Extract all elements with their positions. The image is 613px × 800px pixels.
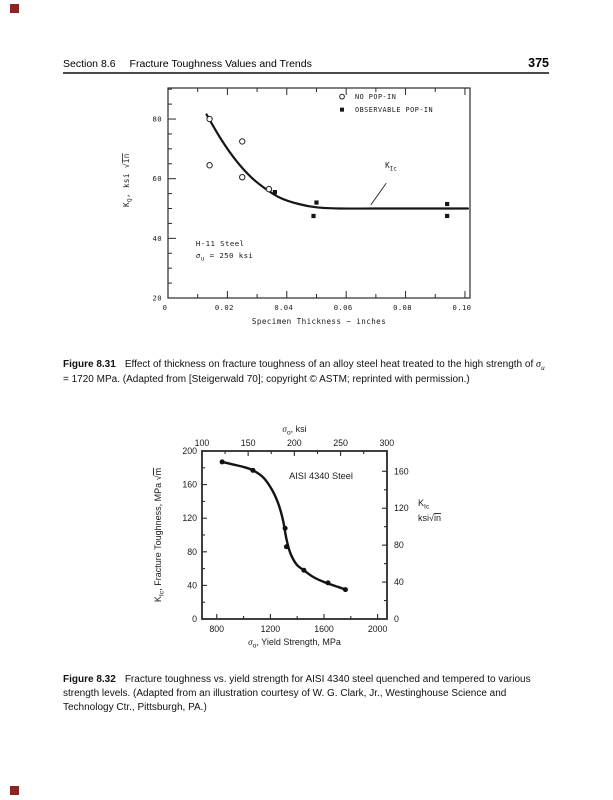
fig831-ytick-label: 40: [152, 233, 162, 243]
svg-text:KIc: $K_{Ic}$: [385, 161, 397, 173]
fig831-ytick-label: 20: [152, 293, 162, 303]
fig832-ytick-right-label: 160: [394, 466, 409, 477]
fig832-xtick-bottom-label: 1600: [314, 624, 334, 634]
section-title: Fracture Toughness Values and Trends: [129, 58, 312, 70]
fig831-xaxis-label: Specimen Thickness ~ inches: [251, 317, 387, 326]
fig832-right-axis-title: [418, 498, 441, 523]
fig831-xtick-label: 0.10: [452, 303, 472, 312]
fig831-xtick-label: 0.02: [214, 303, 234, 312]
fig832-steel-label: AISI 4340 Steel: [289, 471, 353, 481]
figure-8-32-caption-text: Fracture toughness vs. yield strength for AISI 4340 steel quenched and tempered to various strength levels. (Adapted from an illustration courtesy of W. G. Clark, Jr., Westinghouse Science and Technology Ctr., Pittsburgh, PA.): [63, 674, 531, 713]
fig831-curve: [207, 115, 468, 209]
fig831-point-no-pop-in: [240, 139, 245, 144]
fig832-ytick-left-label: 40: [187, 580, 197, 591]
figure-8-32-caption: [63, 673, 552, 714]
fig832-ytick-right-label: 120: [394, 503, 409, 514]
fig831-point-observable-pop-in: [311, 214, 315, 218]
fig832-xtick-top-label: 150: [240, 438, 256, 448]
running-header: [63, 56, 549, 70]
fig832-curve: [222, 462, 345, 590]
fig831-point-no-pop-in: [207, 163, 212, 168]
header-left: [63, 58, 312, 70]
figure-8-31-chart: [105, 82, 515, 349]
figure-8-32-chart: [140, 418, 480, 663]
fig832-xtick-bottom-label: 1200: [260, 624, 281, 634]
fig831-steel-note-line1: H-11 Steel: [195, 238, 245, 248]
fig832-left-axis-title: [153, 468, 166, 602]
fig831-point-no-pop-in: [207, 116, 212, 121]
fig832-bottom-axis-title: $\sigma_o$, Yield Strength, MPa: [248, 637, 341, 650]
figure-8-31-caption-text-a: Effect of thickness on fracture toughness of an alloy steel heat treated to the high strength of: [124, 359, 536, 370]
sigma-u-subscript: u: [540, 363, 545, 372]
fig831-steel-note: [196, 239, 253, 262]
svg-text:ksi√in: ksi√in: [418, 513, 441, 523]
fig832-ytick-left-label: 80: [187, 546, 197, 557]
fig832-data-point: [326, 580, 331, 585]
svg-text:KQ, ksi √in: $K_Q$, ksi √in: [122, 153, 134, 207]
svg-text:KIc, Fracture Toughness, MPa √: $K_{Ic}$, Fracture Toughness, MPa √m: [153, 467, 166, 603]
fig831-legend-label: NO POP-IN: [355, 93, 397, 102]
fig832-xtick-top-label: 200: [287, 438, 302, 448]
fig831-xtick-label: 0.04: [274, 303, 294, 312]
fig832-xtick-top-label: 250: [333, 438, 348, 448]
fig832-data-point: [343, 587, 348, 592]
fig831-legend-marker-circle: [340, 94, 345, 99]
fig831-point-observable-pop-in: [445, 214, 449, 218]
fig832-data-point: [250, 468, 255, 473]
figure-8-31-caption-text-b: = 1720 MPa. (Adapted from [Steigerwald 70]; copyright © ASTM; reprinted with permission.): [63, 374, 470, 386]
sigma-u-symbol: σ: [536, 359, 541, 370]
header-rule: [63, 72, 549, 74]
fig832-xtick-bottom-label: 800: [209, 624, 225, 634]
fig831-point-observable-pop-in: [445, 202, 449, 206]
fig831-kic-annotation: [371, 161, 397, 205]
corner-mark-bottom: [10, 786, 19, 795]
fig831-yaxis-label: [122, 153, 134, 207]
fig832-data-point: [283, 526, 288, 531]
fig831-legend: [340, 93, 433, 114]
fig831-point-observable-pop-in: [314, 200, 318, 204]
fig832-data-point: [301, 568, 306, 573]
fig831-point-observable-pop-in: [273, 190, 277, 194]
fig832-ytick-left-label: 160: [182, 479, 197, 490]
fig831-frame: [168, 88, 470, 298]
fig831-xtick-label: 0.06: [333, 303, 353, 312]
fig832-ytick-right-label: 40: [394, 577, 404, 588]
fig832-ytick-left-label: 0: [192, 614, 197, 624]
fig832-ytick-left-label: 200: [182, 446, 197, 456]
fig831-legend-marker-square: [340, 108, 344, 112]
fig832-ytick-right-label: 0: [394, 614, 399, 624]
fig832-xtick-top-label: 300: [379, 438, 395, 448]
figure-8-31-caption-label: Figure 8.31: [63, 359, 116, 370]
fig831-ytick-label: 80: [152, 114, 162, 124]
section-number: Section 8.6: [63, 58, 116, 70]
fig832-tick-labels: [182, 438, 408, 634]
fig831-legend-label: OBSERVABLE POP-IN: [355, 106, 434, 115]
fig831-points: [207, 116, 449, 218]
fig832-top-axis-title: $\sigma_o$, ksi: [282, 424, 307, 437]
fig831-point-no-pop-in: [240, 174, 245, 179]
fig831-xtick-label: 0.08: [393, 303, 413, 312]
fig832-data-point: [220, 459, 225, 464]
figure-8-32-caption-label: Figure 8.32: [63, 674, 116, 685]
page-number: 375: [528, 56, 549, 70]
figure-8-31-caption: [63, 358, 552, 387]
fig832-xtick-bottom-label: 2000: [367, 624, 388, 634]
fig832-xtick-top-label: 100: [194, 438, 210, 448]
fig831-xtick-label: 0: [162, 303, 168, 312]
fig832-plot: [140, 418, 480, 658]
fig831-tick-labels: [153, 115, 472, 312]
fig831-steel-note-line2: $\sigma_u = 250$ ksi: [195, 250, 254, 263]
corner-mark-top: [10, 4, 19, 13]
fig832-ytick-right-label: 80: [394, 540, 404, 551]
fig831-point-no-pop-in: [266, 186, 271, 191]
fig831-plot: [105, 82, 515, 344]
svg-text:KIc: $K_{Ic}$: [418, 498, 430, 511]
fig831-ytick-label: 60: [152, 174, 162, 184]
fig832-ytick-left-label: 120: [182, 513, 197, 524]
fig832-data-point: [284, 544, 289, 549]
